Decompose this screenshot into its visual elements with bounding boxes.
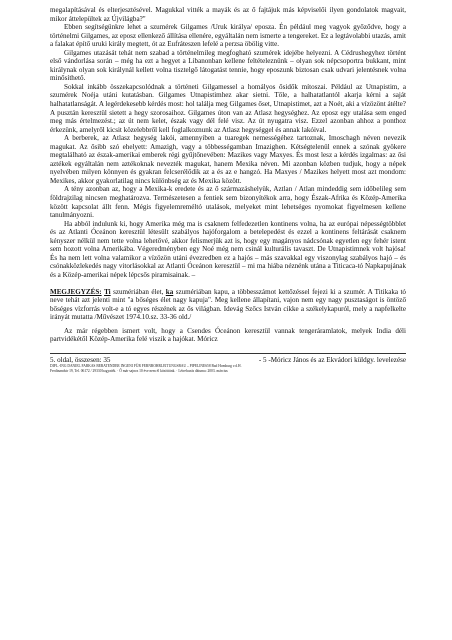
paragraph-4: Sokkal inkább összekapcsolódnak a történeti Gilgamessel a homályos ősidők mítoszai. Például az Utnapistim, a szumérek Noéja utáni kutatásban. Gilgames Utnapistimhez akar sietni. Tőle, a halhatatlantól akarja kérni a saját halhatatlanságát. A legérdekesebb kérdés most: hol találja meg Gilgames őset, Utnapistimet, azt a Noét, aki a vízözönt átélte? [50, 82, 406, 109]
paragraph-6: A berberek, az Atlasz hegység lakói, amennyiben a tuaregek nemességéhez tartoznak, Imoschagh néven nevezik magukat. Az ősibb szó ehelyett: Amazigh, vagy a többességamban Imazighen. Kétségtelenül ennek a szónak gyökere megtalálható az észak-amerikai emberek régi gyűjtőnevében: Mazikes vagy Maxyes. És most lesz a kérdés izgalmas: az ősi aztékek egyáltalán nem aztékoknak nevezték magukat, hanem Mexika néven. Mi azonban közben tudjuk, hogy a népek nyelvében milyen könnyen és gyakran felcserélődik az a és az e hangzó. Ha Maxyes / Mazikes helyett most azt mondom: Mexikes, akkor gyakorlatilag nincs különbség az és Mexika között. [50, 134, 406, 185]
paragraph-5: A pusztán keresztül sietett a hegy szorosaihoz. Gilgames úton van az Atlasz hegységhez. Az eposz egy utalása sem enged meg más értelmezést.; az út nem kelet, észak vagy dél felé visz. Az út nyugatra visz. Ezzel azonban ahhoz a ponthoz érkezünk, amelyről kicsit közelebbről kell foglalkoznunk az Atlasz hegységgel és annak lakóival. [50, 108, 406, 134]
note-paragraph [50, 288, 406, 322]
footer-main [50, 356, 406, 365]
footer-divider [50, 353, 406, 354]
page-number: 5. oldal, összesen: 35 [50, 355, 111, 364]
document-body [50, 6, 406, 373]
note-text-1: szumériában élet, [113, 287, 164, 296]
paragraph-1: megalapításával és elterjesztésével. Magukkal vitték a mayák és az ő fajtájuk más képviselői ilyen gondolatok magvait, mikor áttelepültek az Újvilágba?" [50, 6, 406, 23]
series-title: - 5 -Móricz János és az Ekvádori küldgy. levelezése [258, 355, 406, 364]
paragraph-3: Gilgames utazását tehát nem szabad a történelmileg megfogható szumérek idejébe helyezni. A Cédrushegyhez történt első vándorlása során – még ha ezt a hegyet a Libanonban kellene feltételeznünk – olyan sok népcsoportra bukkant, mint királynak olyan sok királynál kellett volna tisztelgő látogatást tennie, hogy eposzunk biztosan csak udvari jelentésnek volna minősíthető. [50, 48, 406, 83]
note-label: MEGJEGYZÉS: [50, 287, 102, 296]
paragraph-7: A tény azonban az, hogy a Mexika-k eredete és az ő származáshelyük, Aztlan / Atlan mindeddig sem időbelileg sem földrajzilag nincsen meghatározva. Természetesen a fentiek sem bizonyítékok arra, hogy Észak-Afrika és Közép-Amerika között kapcsolat állt fenn. Mégis figyelemreméltó utalások, melyeket mint lehetséges nyomokat figyelmesen kellene tanulmányozni. [50, 185, 406, 220]
footer-address-line-2: Ferdinandstr 19, Tel. 06172 / 29330 hagyaték. · Ő már sajnos 10 éve nem él közöttünk. · Létrehozás dátuma: 2003. március [50, 368, 228, 373]
footer-address-line-1: DIPL.-ING DANIEL FARKAS BERATENDER INGENI FÜR FERNROHRLEITUNGSBAU – PIPELINE658 Bad Homburg v.d.H. [50, 364, 242, 369]
paragraph-8: Ha abból indulunk ki, hogy Amerika még ma is csaknem felfedezetlen kontinens volna, ha az európai népességtöbblet és az Atlanti Óceánon keresztül létesült szabályos hajóforgalom a betelepedést és ezzel a kontinens feltárását csaknem kényszer nélkül nem tette volna lehetővé, akkor felismerjük azt is, hogy egy magányos nádcsónak egyetlen egy fehér istent sem hozott volna Amerikába. Végeredményben egy Noé még nem csinál kulturális tavaszt. De Utnapistimnek volt hajósa! És ha nem lett volna valamikor a vízözön utáni évezredben ez a hajós – más szavakkal egy viszonylag szabályos hajó – és csónakközlekedés nagy vitorlásokkal az Atlanti Óceánon keresztül – mi ma hiába néznénk utána a Titicaca-tó Napkapujának és a Közép-amerikai népek lépcsős piramisainak. – [50, 219, 406, 279]
note-text-2: szumériában kapu, a többesszámot kettőzéssel fejezi ki a szumér. A Titikaka tó neve tehát azt jelenti mint "a bőséges élet nagy kapuja". Meg kellene állapítani, vajon nem egy nagy pusztaságot is öntöző bőséges vízforrás volt-e a tó egyes részének az ős világban. Idevág Szőcs István cikke a székelykapuról, mely a napfelkelte irányát mutatta /Művészet 1974.10.sz. 33-36 old./ [50, 287, 406, 322]
paragraph-2: Ebben segítségünkre lehet a szumérek Gilgames /Uruk királya/ eposza. Én például meg vagyok győződve, hogy a történelmi Gilgames, az eposz ellenkező állítása ellenére, egyáltalán nem ismerte a tengereket. Ez a legtávolabbi utazás, amit a falakat építő uruki király megtett, ót az Eufráteszen lefelé a perzsa öbölig vitte. [50, 23, 406, 49]
note-paragraph-2: Az már régebben ismert volt, hogy a Csendes Óceánon keresztül vannak tengeráramlatok, melyek India déli partvidékétől Közép-Amerika felé viszik a hajókat. Móricz [50, 326, 406, 344]
note-keyword-ti: Ti [104, 287, 111, 296]
note-keyword-ka: ka [165, 287, 174, 296]
